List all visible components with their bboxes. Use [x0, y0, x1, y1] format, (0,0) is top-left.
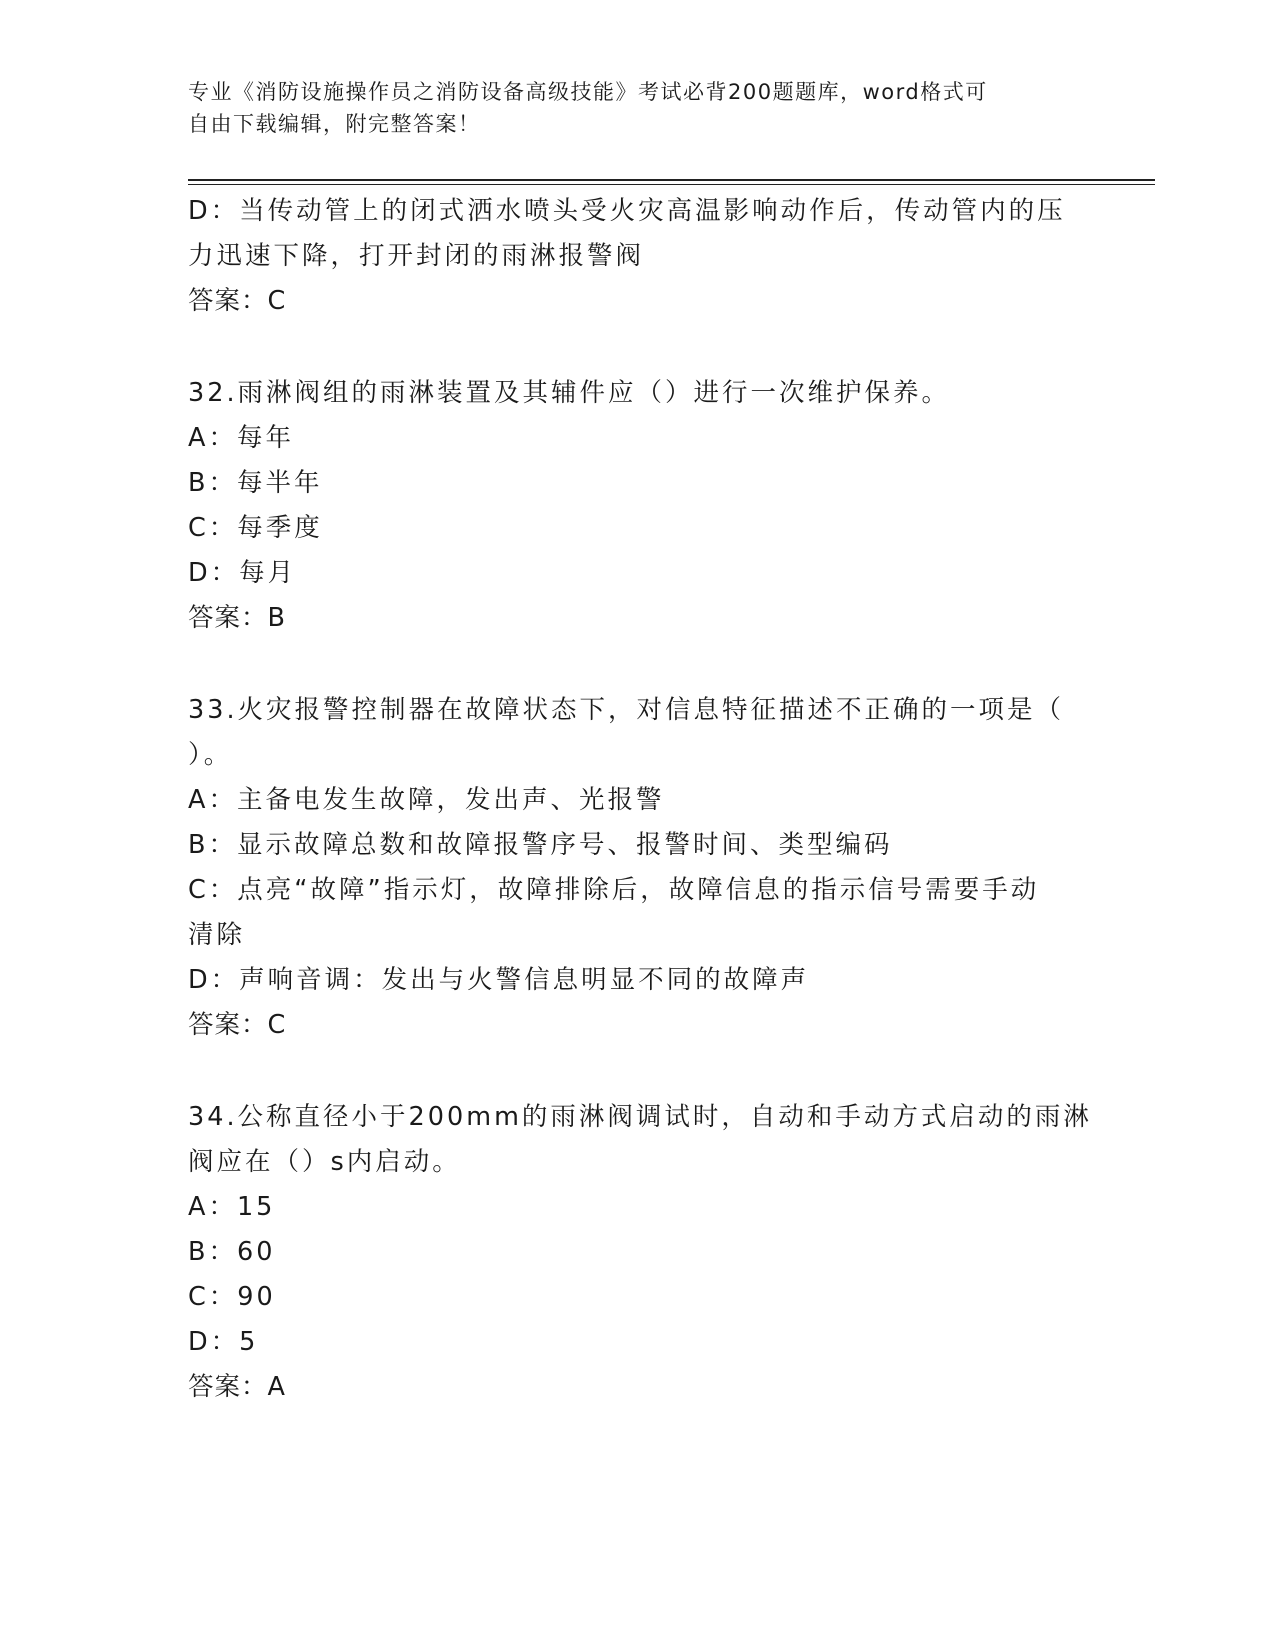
- option-a: A：15: [188, 1192, 276, 1222]
- document-header: [188, 76, 1068, 140]
- header-line-1: 专业《消防设施操作员之消防设备高级技能》考试必背200题题库，word格式可: [188, 80, 988, 104]
- option-c: C：每季度: [188, 513, 323, 543]
- question-31-tail: [188, 189, 1088, 324]
- option-a: A：主备电发生故障，发出声、光报警: [188, 785, 665, 815]
- option-d: D：声响音调：发出与火警信息明显不同的故障声: [188, 965, 810, 995]
- header-line-2: 自由下载编辑，附完整答案！: [188, 112, 481, 136]
- option-d-line-2: 力迅速下降，打开封闭的雨淋报警阀: [188, 241, 645, 271]
- header-rule-thin: [188, 184, 1155, 185]
- question-text-line-1: 34.公称直径小于200mm的雨淋阀调试时，自动和手动方式启动的雨淋: [188, 1102, 1092, 1132]
- option-d-line-1: D：当传动管上的闭式洒水喷头受火灾高温影响动作后，传动管内的压: [188, 196, 1066, 226]
- option-b: B：每半年: [188, 468, 323, 498]
- answer-line: 答案：C: [188, 286, 287, 316]
- option-c: C：90: [188, 1282, 276, 1312]
- question-32: [188, 371, 1088, 641]
- question-text-line-2: 阀应在（）s内启动。: [188, 1147, 461, 1177]
- option-b: B：60: [188, 1237, 276, 1267]
- question-text-line-1: 33.火灾报警控制器在故障状态下，对信息特征描述不正确的一项是（: [188, 695, 1065, 725]
- question-text-line-2: ）。: [188, 740, 233, 770]
- option-c-line-2: 清除: [188, 920, 246, 950]
- answer-line: 答案：A: [188, 1372, 286, 1402]
- question-text: 32.雨淋阀组的雨淋装置及其辅件应（）进行一次维护保养。: [188, 378, 951, 408]
- header-rule-thick: [188, 179, 1155, 181]
- option-b: B：显示故障总数和故障报警序号、报警时间、类型编码: [188, 830, 893, 860]
- answer-line: 答案：B: [188, 603, 286, 633]
- question-33: [188, 688, 1088, 1048]
- option-d: D：5: [188, 1327, 259, 1357]
- answer-line: 答案：C: [188, 1010, 287, 1040]
- option-d: D：每月: [188, 558, 297, 588]
- option-a: A：每年: [188, 423, 294, 453]
- question-34: [188, 1095, 1092, 1410]
- option-c-line-1: C：点亮“故障”指示灯，故障排除后，故障信息的指示信号需要手动: [188, 875, 1040, 905]
- question-list: [188, 189, 1092, 1410]
